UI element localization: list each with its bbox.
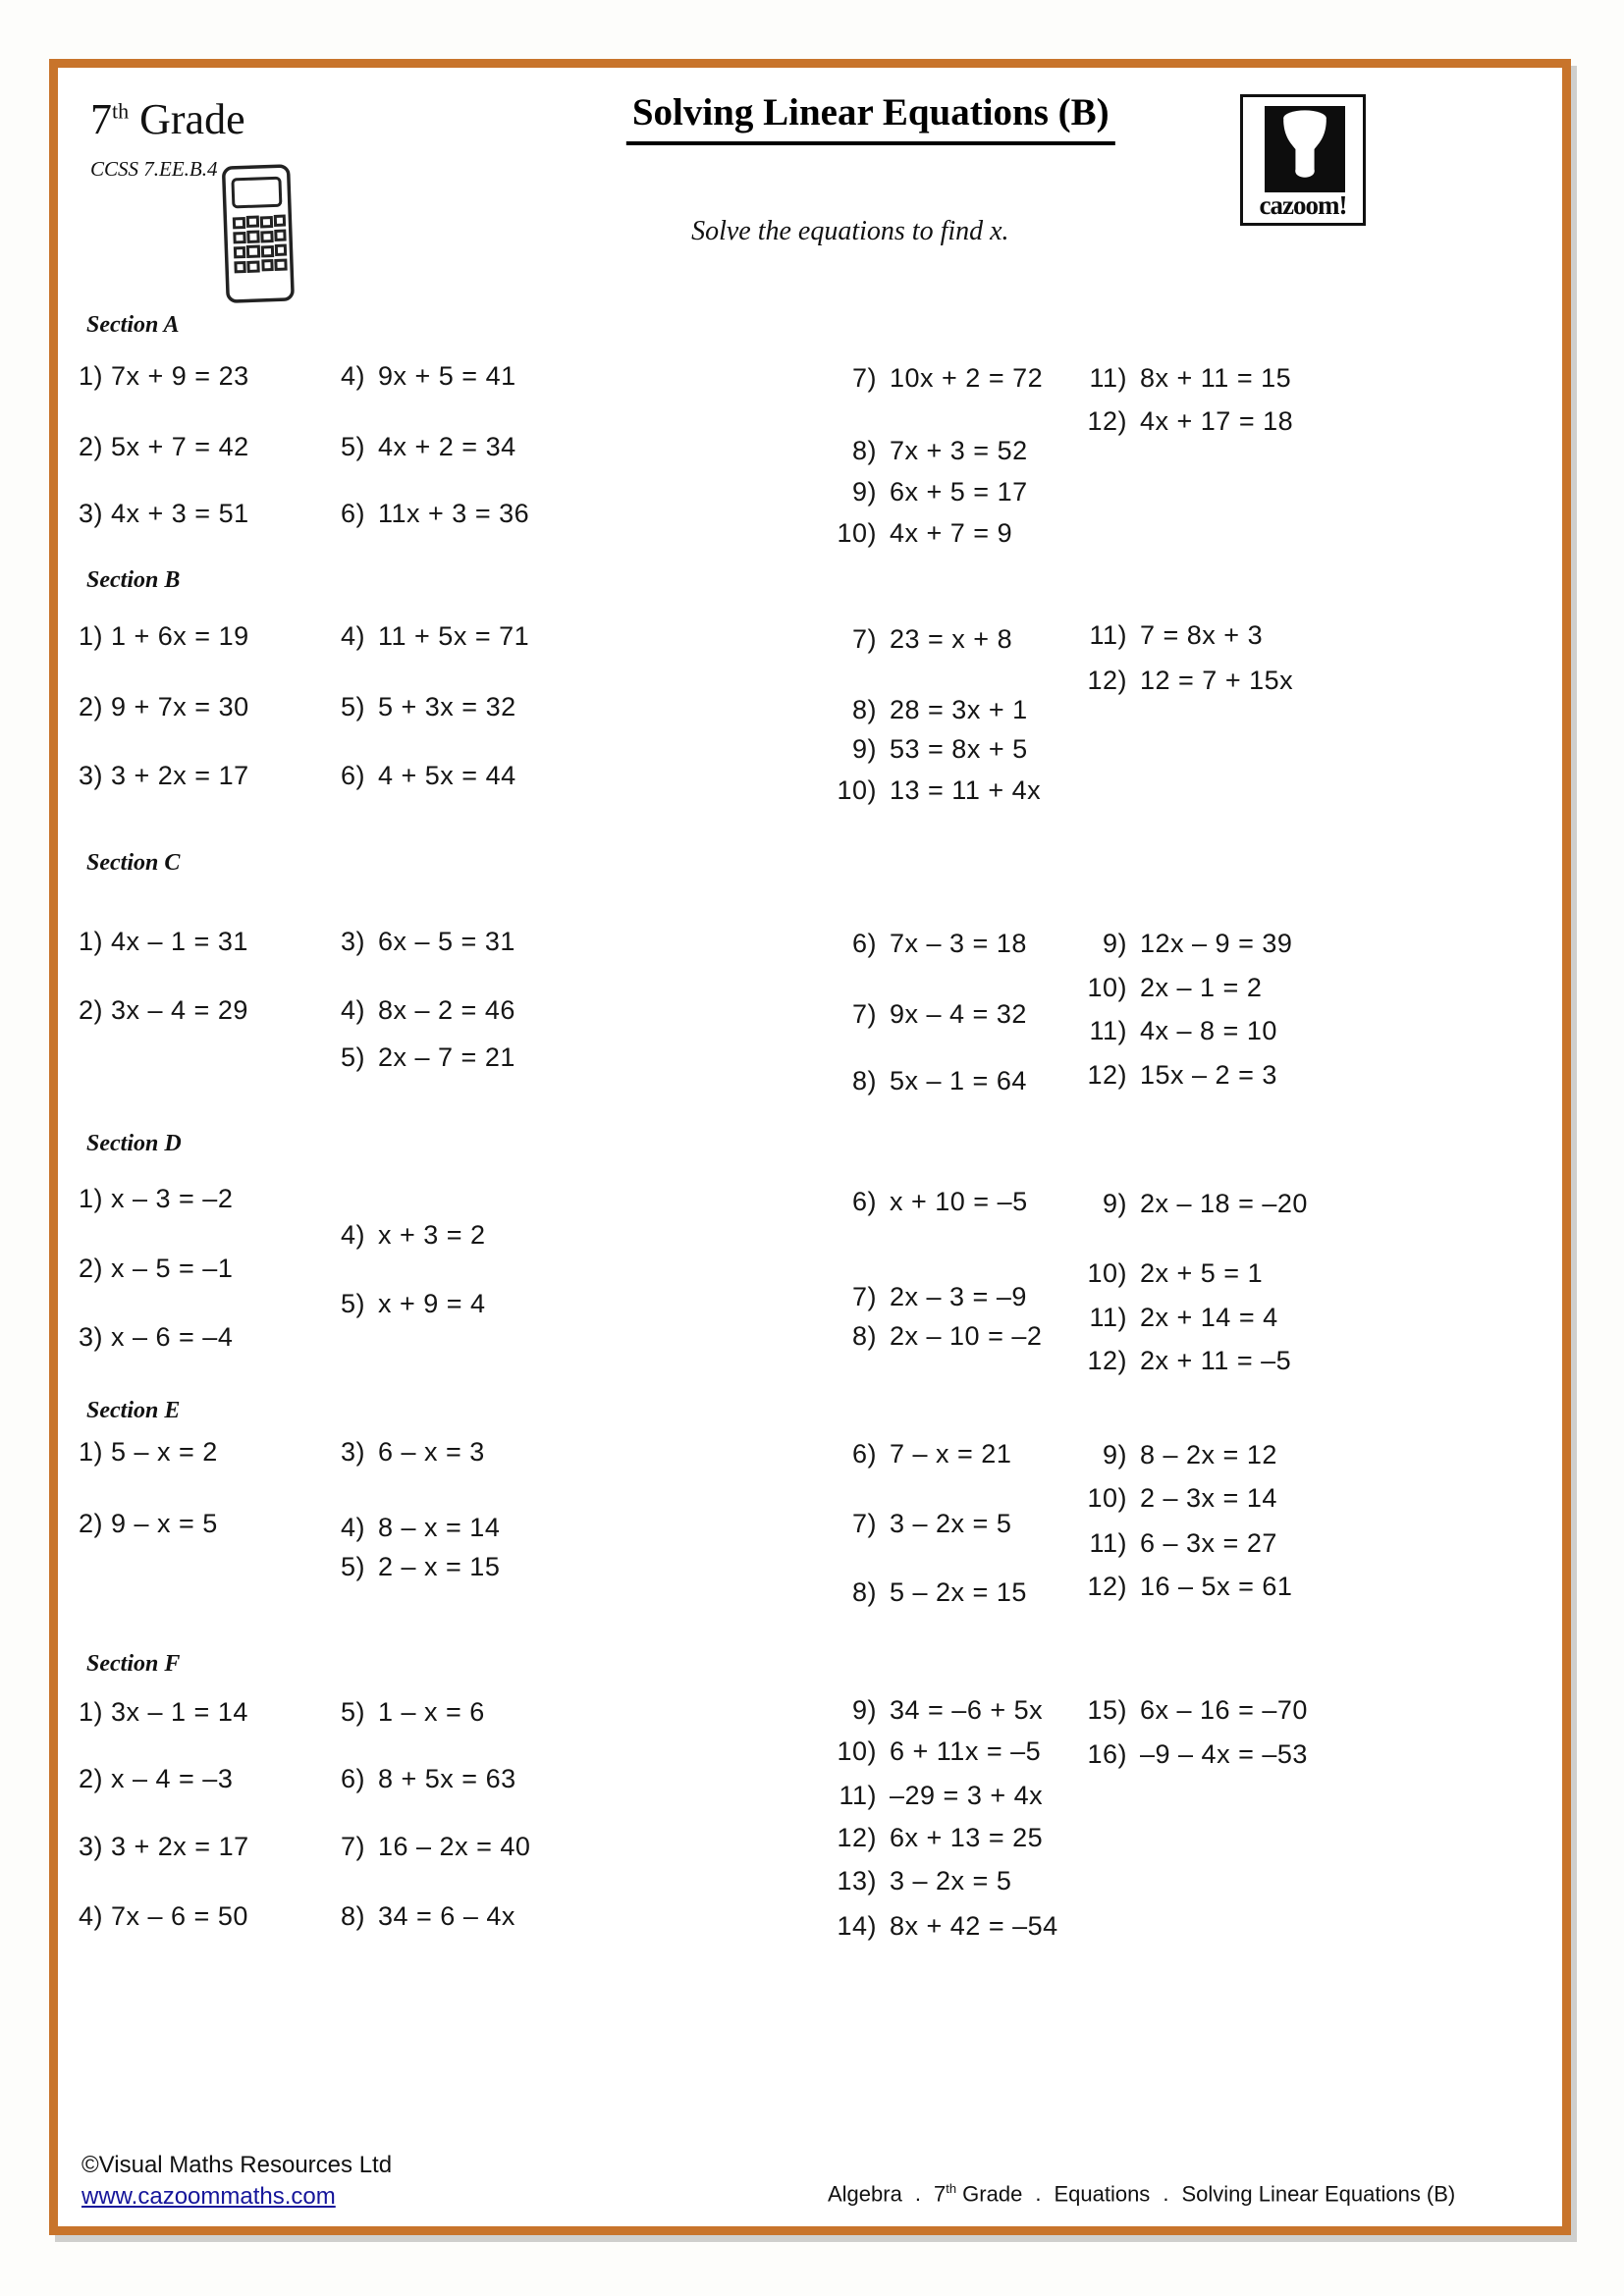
equation: 2x + 5 = 1 (1140, 1258, 1264, 1288)
equation: 34 = 6 – 4x (378, 1901, 515, 1931)
logo-drum-icon (1265, 106, 1345, 192)
equation-number: 1) (78, 361, 103, 391)
equation-number: 7) (340, 1832, 365, 1861)
equation: 2 – x = 15 (378, 1552, 501, 1581)
equation: 7x – 6 = 50 (111, 1901, 248, 1931)
equation-number: 11) (1089, 1303, 1127, 1332)
equation: x – 5 = –1 (111, 1254, 234, 1283)
equation: x + 9 = 4 (378, 1289, 486, 1318)
equation-number: 6) (851, 929, 877, 958)
footer-website-link[interactable]: www.cazoommaths.com (81, 2183, 336, 2210)
section-label: Section F (86, 1651, 181, 1677)
equation-number: 5) (340, 692, 365, 721)
equation: 4 + 5x = 44 (378, 761, 516, 790)
equation-number: 16) (1087, 1739, 1127, 1769)
equation: 13 = 11 + 4x (890, 775, 1042, 805)
equation: 5 + 3x = 32 (378, 692, 516, 721)
equation-number: 2) (78, 432, 103, 461)
equation: 12 = 7 + 15x (1140, 666, 1294, 695)
equation: 7x + 9 = 23 (111, 361, 249, 391)
equation-number: 1) (78, 1697, 103, 1727)
equation: 4x + 3 = 51 (111, 499, 249, 528)
equation-number: 9) (851, 1695, 877, 1725)
equation-number: 6) (340, 499, 365, 528)
equation: 3 + 2x = 17 (111, 761, 249, 790)
equation-number: 7) (851, 363, 877, 393)
equation-number: 12) (1087, 1572, 1127, 1601)
equation-number: 3) (78, 499, 103, 528)
equation-number: 8) (851, 1321, 877, 1351)
equation-number: 10) (1087, 973, 1127, 1002)
equation: 6x + 5 = 17 (890, 477, 1028, 507)
equation: 9x – 4 = 32 (890, 999, 1027, 1029)
ccss-standard-label: CCSS 7.EE.B.4 (90, 157, 218, 181)
equation: 4x + 2 = 34 (378, 432, 516, 461)
breadcrumb-segment: Algebra (828, 2181, 902, 2207)
breadcrumb-segment: Solving Linear Equations (B) (1181, 2181, 1456, 2207)
breadcrumb-separator: . (1035, 2181, 1042, 2207)
equation: 6x – 5 = 31 (378, 927, 515, 956)
equation: 5x – 1 = 64 (890, 1066, 1027, 1095)
equation: 23 = x + 8 (890, 624, 1013, 654)
equation: 11x + 3 = 36 (378, 499, 530, 528)
equation-number: 12) (837, 1823, 877, 1852)
equation-number: 13) (837, 1866, 877, 1896)
equation: 3 – 2x = 5 (890, 1866, 1012, 1896)
equation: 7x – 3 = 18 (890, 929, 1027, 958)
equation-number: 3) (340, 927, 365, 956)
equation-number: 2) (78, 995, 103, 1025)
equation-number: 2) (78, 1254, 103, 1283)
equation-number: 9) (1102, 929, 1127, 958)
equation: 7 – x = 21 (890, 1439, 1012, 1468)
equation: 8 + 5x = 63 (378, 1764, 516, 1793)
equation-number: 1) (78, 1184, 103, 1213)
equation: 15x – 2 = 3 (1140, 1060, 1277, 1090)
equation-number: 7) (851, 1509, 877, 1538)
equation-number: 10) (837, 518, 877, 548)
equation-number: 2) (78, 1764, 103, 1793)
equation-number: 9) (1102, 1440, 1127, 1469)
equation: 2x – 3 = –9 (890, 1282, 1027, 1311)
equation-number: 8) (851, 695, 877, 724)
page-title: Solving Linear Equations (B) (626, 90, 1115, 145)
equation: 4x – 1 = 31 (111, 927, 248, 956)
equation: 53 = 8x + 5 (890, 734, 1028, 764)
equation: 1 – x = 6 (378, 1697, 485, 1727)
breadcrumb (828, 2181, 1455, 2207)
equation-number: 5) (340, 432, 365, 461)
breadcrumb-segment: Grade (956, 2181, 1023, 2207)
equation: 2 – 3x = 14 (1140, 1483, 1277, 1513)
equation-number: 5) (340, 1042, 365, 1072)
equation-number: 7) (851, 624, 877, 654)
equation: 9x + 5 = 41 (378, 361, 516, 391)
equation: 6x – 16 = –70 (1140, 1695, 1308, 1725)
equation: 2x + 11 = –5 (1140, 1346, 1292, 1375)
equation: 1 + 6x = 19 (111, 621, 249, 651)
equation-number: 6) (851, 1439, 877, 1468)
section-label: Section D (86, 1131, 182, 1156)
grade-number: 7 (90, 95, 112, 143)
breadcrumb-segment: Equations (1054, 2181, 1151, 2207)
equation: 2x – 10 = –2 (890, 1321, 1043, 1351)
equation-number: 12) (1087, 1346, 1127, 1375)
equation-number: 3) (78, 761, 103, 790)
equation-number: 8) (851, 436, 877, 465)
equation: 7x + 3 = 52 (890, 436, 1028, 465)
section-label: Section E (86, 1398, 181, 1423)
instructions-text: Solve the equations to find x. (691, 216, 1009, 246)
equation-number: 10) (837, 1736, 877, 1766)
equation-number: 15) (1087, 1695, 1127, 1725)
equation-number: 1) (78, 621, 103, 651)
grade-heading (90, 94, 245, 144)
equation: 6 + 11x = –5 (890, 1736, 1042, 1766)
equation-number: 8) (340, 1901, 365, 1931)
equation: 8 – 2x = 12 (1140, 1440, 1277, 1469)
equation-number: 3) (340, 1437, 365, 1467)
equation: 6 – 3x = 27 (1140, 1528, 1277, 1558)
breadcrumb-segment: 7 (933, 2181, 947, 2207)
cazoom-logo (1240, 94, 1366, 226)
equation: 4x – 8 = 10 (1140, 1016, 1277, 1045)
equation: 10x + 2 = 72 (890, 363, 1044, 393)
equation: 3 – 2x = 5 (890, 1509, 1012, 1538)
equation: 12x – 9 = 39 (1140, 929, 1293, 958)
equation-number: 11) (1089, 1016, 1127, 1045)
equation: 5 – x = 2 (111, 1437, 218, 1467)
grade-ordinal-suffix: th (112, 98, 130, 124)
equation: 8x – 2 = 46 (378, 995, 515, 1025)
equation-number: 12) (1087, 1060, 1127, 1090)
equation: 4x + 7 = 9 (890, 518, 1013, 548)
equation: 9 + 7x = 30 (111, 692, 249, 721)
equation: x – 6 = –4 (111, 1322, 234, 1352)
equation: x – 4 = –3 (111, 1764, 234, 1793)
equation-number: 5) (340, 1552, 365, 1581)
section-label: Section C (86, 850, 181, 876)
equation-number: 7) (851, 999, 877, 1029)
equation-number: 12) (1087, 406, 1127, 436)
equation: 2x – 18 = –20 (1140, 1189, 1308, 1218)
grade-word: Grade (129, 95, 245, 143)
equation: 8x + 11 = 15 (1140, 363, 1292, 393)
equation: 5x + 7 = 42 (111, 432, 249, 461)
section-label: Section A (86, 312, 180, 338)
logo-text: cazoom! (1259, 190, 1347, 220)
equation-number: 6) (340, 1764, 365, 1793)
equation: 9 – x = 5 (111, 1509, 218, 1538)
equation-number: 6) (340, 761, 365, 790)
equation: 3 + 2x = 17 (111, 1832, 249, 1861)
equation-number: 10) (1087, 1258, 1127, 1288)
equation-number: 7) (851, 1282, 877, 1311)
equation-number: 14) (837, 1911, 877, 1941)
equation-number: 10) (837, 775, 877, 805)
equation: 6x + 13 = 25 (890, 1823, 1044, 1852)
page-border-frame (49, 59, 1571, 2235)
footer-copyright: ©Visual Maths Resources Ltd (81, 2152, 393, 2178)
equation-number: 11) (1089, 620, 1127, 650)
equation: 3x – 1 = 14 (111, 1697, 248, 1727)
equation-number: 3) (78, 1832, 103, 1861)
equation: 2x – 1 = 2 (1140, 973, 1263, 1002)
equation: 5 – 2x = 15 (890, 1577, 1027, 1607)
equation: x – 3 = –2 (111, 1184, 234, 1213)
equation: x + 3 = 2 (378, 1220, 486, 1250)
equation-number: 9) (1102, 1189, 1127, 1218)
breadcrumb-segment: th (946, 2181, 957, 2196)
equation-number: 8) (851, 1577, 877, 1607)
equation: 8 – x = 14 (378, 1513, 501, 1542)
equation: 3x – 4 = 29 (111, 995, 248, 1025)
equation: –29 = 3 + 4x (890, 1781, 1044, 1810)
equation-number: 9) (851, 477, 877, 507)
breadcrumb-separator: . (914, 2181, 921, 2207)
equation: 7 = 8x + 3 (1140, 620, 1264, 650)
equation-number: 4) (340, 361, 365, 391)
equation-number: 2) (78, 692, 103, 721)
equation-number: 4) (340, 995, 365, 1025)
equation-number: 11) (1089, 1528, 1127, 1558)
equation: 28 = 3x + 1 (890, 695, 1028, 724)
equation-number: 9) (851, 734, 877, 764)
equation: –9 – 4x = –53 (1140, 1739, 1308, 1769)
equation: 6 – x = 3 (378, 1437, 485, 1467)
equation-number: 8) (851, 1066, 877, 1095)
equation: 16 – 2x = 40 (378, 1832, 531, 1861)
equation: 2x + 14 = 4 (1140, 1303, 1278, 1332)
equation: 34 = –6 + 5x (890, 1695, 1044, 1725)
equation-number: 5) (340, 1697, 365, 1727)
equation-number: 12) (1087, 666, 1127, 695)
equation-number: 10) (1087, 1483, 1127, 1513)
equation-number: 2) (78, 1509, 103, 1538)
equation: 4x + 17 = 18 (1140, 406, 1294, 436)
equation-number: 6) (851, 1187, 877, 1216)
breadcrumb-separator: . (1163, 2181, 1169, 2207)
equation: 8x + 42 = –54 (890, 1911, 1058, 1941)
equation-number: 5) (340, 1289, 365, 1318)
equation-number: 11) (839, 1781, 877, 1810)
equation-number: 4) (340, 621, 365, 651)
equation: 11 + 5x = 71 (378, 621, 530, 651)
equation-number: 11) (1089, 363, 1127, 393)
equation: 2x – 7 = 21 (378, 1042, 515, 1072)
equation-number: 4) (340, 1513, 365, 1542)
equation-number: 4) (340, 1220, 365, 1250)
equation-number: 4) (78, 1901, 103, 1931)
equation-number: 1) (78, 927, 103, 956)
calculator-icon (219, 162, 298, 313)
equation: x + 10 = –5 (890, 1187, 1028, 1216)
section-label: Section B (86, 567, 181, 593)
equation-number: 1) (78, 1437, 103, 1467)
equation: 16 – 5x = 61 (1140, 1572, 1293, 1601)
equation-number: 3) (78, 1322, 103, 1352)
